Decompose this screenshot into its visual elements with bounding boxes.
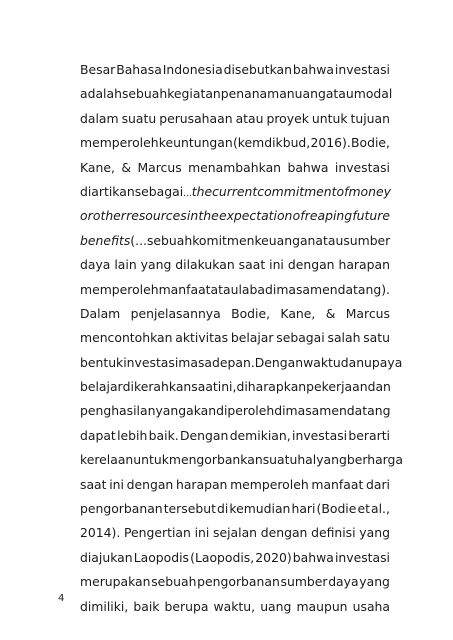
word: (...	[130, 232, 147, 248]
word: diharapkan	[236, 379, 307, 395]
text-line	[80, 253, 390, 277]
word: dari	[366, 476, 390, 492]
text-line	[80, 58, 390, 82]
italic-word: the	[191, 183, 213, 199]
word: berarti	[348, 427, 390, 443]
word: atau	[325, 86, 354, 102]
word: Dengan	[254, 354, 304, 370]
word: saat	[238, 257, 266, 273]
word: pengorbanan	[80, 501, 163, 517]
word: yang	[359, 525, 390, 541]
word: yang	[359, 574, 390, 590]
word: akan	[186, 403, 217, 419]
word: &	[325, 305, 336, 321]
word: daya	[80, 257, 111, 273]
word: Bodie,	[351, 135, 390, 151]
word: al.,	[371, 501, 390, 517]
word: laba	[238, 281, 265, 297]
word: waktu,	[213, 598, 256, 614]
word: berharga	[346, 452, 404, 468]
word: saat	[191, 379, 218, 395]
word: diperoleh	[216, 403, 275, 419]
word: di	[274, 403, 286, 419]
word: harapan	[175, 476, 228, 492]
word: untuk	[311, 110, 348, 126]
italic-word: resources	[126, 208, 187, 224]
word: tujuan	[350, 110, 390, 126]
word: bentuk	[80, 354, 124, 370]
word: baik.	[148, 427, 179, 443]
word: daya	[328, 574, 359, 590]
word: definisi	[311, 525, 356, 541]
word: dengan	[260, 525, 308, 541]
word: (Laopodis,	[190, 549, 255, 565]
word: atau	[235, 110, 264, 126]
word: (kemdikbud,	[232, 135, 311, 151]
text-line	[80, 473, 390, 497]
italic-word: current	[212, 183, 258, 199]
word: satu	[363, 330, 390, 346]
word: saat	[80, 476, 107, 492]
word: dan	[340, 354, 365, 370]
word: Marcus	[137, 159, 182, 175]
word: di	[217, 501, 229, 517]
word: Laopodis	[133, 549, 190, 565]
word: investasi	[334, 159, 390, 175]
word: hal	[297, 452, 317, 468]
word: Indonesia	[162, 62, 223, 77]
word: 2016).	[310, 135, 351, 151]
word: sumber	[280, 574, 328, 590]
italic-word: expectation	[218, 208, 293, 224]
word: dapat	[80, 427, 116, 443]
word: mendatang).	[310, 281, 390, 297]
word: lain	[114, 257, 137, 273]
word: Dengan	[180, 427, 229, 443]
word: belajar	[230, 330, 274, 346]
word: Bodie,	[231, 305, 271, 321]
word: manfaat	[158, 281, 211, 297]
word: maupun	[296, 598, 348, 614]
word: dalam	[80, 110, 119, 126]
word: investasi	[334, 549, 390, 565]
word: menambahkan	[188, 159, 282, 175]
text-line	[80, 107, 390, 131]
word: (Bodie	[316, 501, 357, 517]
italic-word: of	[336, 183, 349, 199]
word: keuntungan	[158, 135, 233, 151]
word: Pengertian	[124, 525, 191, 541]
word: penjelasannya	[130, 305, 221, 321]
word: atau	[315, 232, 344, 248]
text-line	[80, 497, 390, 521]
text-line	[80, 302, 390, 326]
italic-word: future	[352, 208, 390, 224]
word: perusahaan	[159, 110, 233, 126]
word: masa	[178, 354, 213, 370]
word: usaha	[352, 598, 390, 614]
word: bahwa	[292, 62, 334, 77]
page-number: 4	[58, 593, 65, 604]
word: masa	[285, 403, 320, 419]
word: ini	[194, 525, 210, 541]
word: untuk	[133, 452, 169, 468]
word: demikian,	[229, 427, 291, 443]
word: yang	[316, 452, 347, 468]
word: 2014).	[80, 525, 121, 541]
italic-word: money	[348, 183, 391, 199]
word: merupakan	[80, 574, 151, 590]
word: sebuah	[146, 232, 193, 248]
text-line	[80, 326, 390, 350]
word: baik	[133, 598, 160, 614]
italic-word: other	[92, 208, 126, 224]
italic-word: commitment	[257, 183, 337, 199]
word: sebagai	[134, 183, 184, 199]
word: bahwa	[292, 549, 334, 565]
word: penghasilan	[80, 403, 156, 419]
italic-word: reaping	[304, 208, 353, 224]
word: harapan	[338, 257, 390, 273]
word: manfaat	[311, 476, 364, 492]
word: sebagai	[276, 330, 325, 346]
word: belajar	[80, 379, 123, 395]
word: investasi	[334, 62, 390, 77]
word: Kane,	[280, 305, 316, 321]
text-line	[80, 570, 390, 594]
word: ini,	[217, 379, 237, 395]
word: salah	[327, 330, 361, 346]
word: yang	[155, 403, 187, 419]
word: memperoleh	[230, 476, 309, 492]
text-line	[80, 448, 404, 472]
text-line	[80, 180, 390, 204]
word: kemudian	[229, 501, 291, 517]
word: tersebut	[163, 501, 216, 517]
word: dimiliki,	[80, 598, 129, 614]
word: Dalam	[80, 305, 121, 321]
word: proyek	[266, 110, 309, 126]
word: aktivitas	[175, 330, 229, 346]
text-line	[80, 351, 403, 375]
word: investasi	[292, 427, 348, 443]
word: sebuah	[121, 86, 168, 102]
text-line	[80, 521, 390, 545]
text-line	[80, 375, 390, 399]
word: Besar	[80, 62, 116, 77]
text-line	[80, 82, 393, 106]
word: adalah	[80, 86, 122, 102]
word: depan.	[212, 354, 255, 370]
word: keuangan	[254, 232, 316, 248]
word: suatu	[121, 110, 157, 126]
word: bahwa	[287, 159, 329, 175]
word: atau	[210, 281, 239, 297]
ellipsis: ...	[183, 188, 192, 199]
word: dikerahkan	[122, 379, 192, 395]
word: yang	[140, 257, 172, 273]
word: Marcus	[345, 305, 390, 321]
word: pekerjaan	[306, 379, 368, 395]
word: dilakukan	[175, 257, 235, 273]
text-line	[80, 424, 390, 448]
text-line	[80, 595, 390, 619]
word: masa	[276, 281, 311, 297]
word: mendatang	[319, 403, 391, 419]
word: sebuah	[151, 574, 197, 590]
body-paragraph	[80, 58, 404, 619]
word: 2020)	[255, 549, 292, 565]
word: suatu	[262, 452, 298, 468]
word: hari	[291, 501, 316, 517]
italic-word: or	[80, 208, 93, 224]
word: dengan	[287, 257, 335, 273]
text-line	[80, 156, 390, 180]
italic-word: the	[198, 208, 219, 224]
word: investasi	[123, 354, 179, 370]
word: penanaman	[220, 86, 295, 102]
text-line	[80, 546, 390, 570]
word: lebih	[117, 427, 148, 443]
italic-word: benefits	[80, 232, 131, 248]
word: upaya	[364, 354, 403, 370]
word: pengorbanan	[197, 574, 280, 590]
word: uang	[294, 86, 326, 102]
word: mengorbankan	[168, 452, 263, 468]
word: diartikan	[80, 183, 135, 199]
italic-word: of	[292, 208, 305, 224]
text-line	[80, 204, 390, 228]
word: memperoleh	[80, 281, 159, 297]
word: ini	[109, 476, 124, 492]
word: Bahasa	[116, 62, 162, 77]
word: et	[357, 501, 370, 517]
text-line	[80, 131, 390, 155]
word: &	[121, 159, 132, 175]
word: mencontohkan	[80, 330, 173, 346]
word: sumber	[343, 232, 391, 248]
word: Kane,	[80, 159, 115, 175]
word: waktu	[303, 354, 341, 370]
word: uang	[260, 598, 292, 614]
word: komitmen	[192, 232, 255, 248]
word: dan	[367, 379, 391, 395]
text-line	[80, 229, 390, 253]
text-line	[80, 278, 390, 302]
word: memperoleh	[80, 135, 159, 151]
word: ini	[269, 257, 284, 273]
word: sejalan	[213, 525, 258, 541]
word: disebutkan	[223, 62, 292, 77]
word: diajukan	[80, 549, 133, 565]
word: berupa	[164, 598, 209, 614]
italic-word: in	[186, 208, 199, 224]
word: modal	[353, 86, 393, 102]
word: di	[264, 281, 277, 297]
word: kegiatan	[167, 86, 221, 102]
word: kerelaan	[80, 452, 134, 468]
word: dengan	[126, 476, 174, 492]
text-line	[80, 399, 390, 423]
